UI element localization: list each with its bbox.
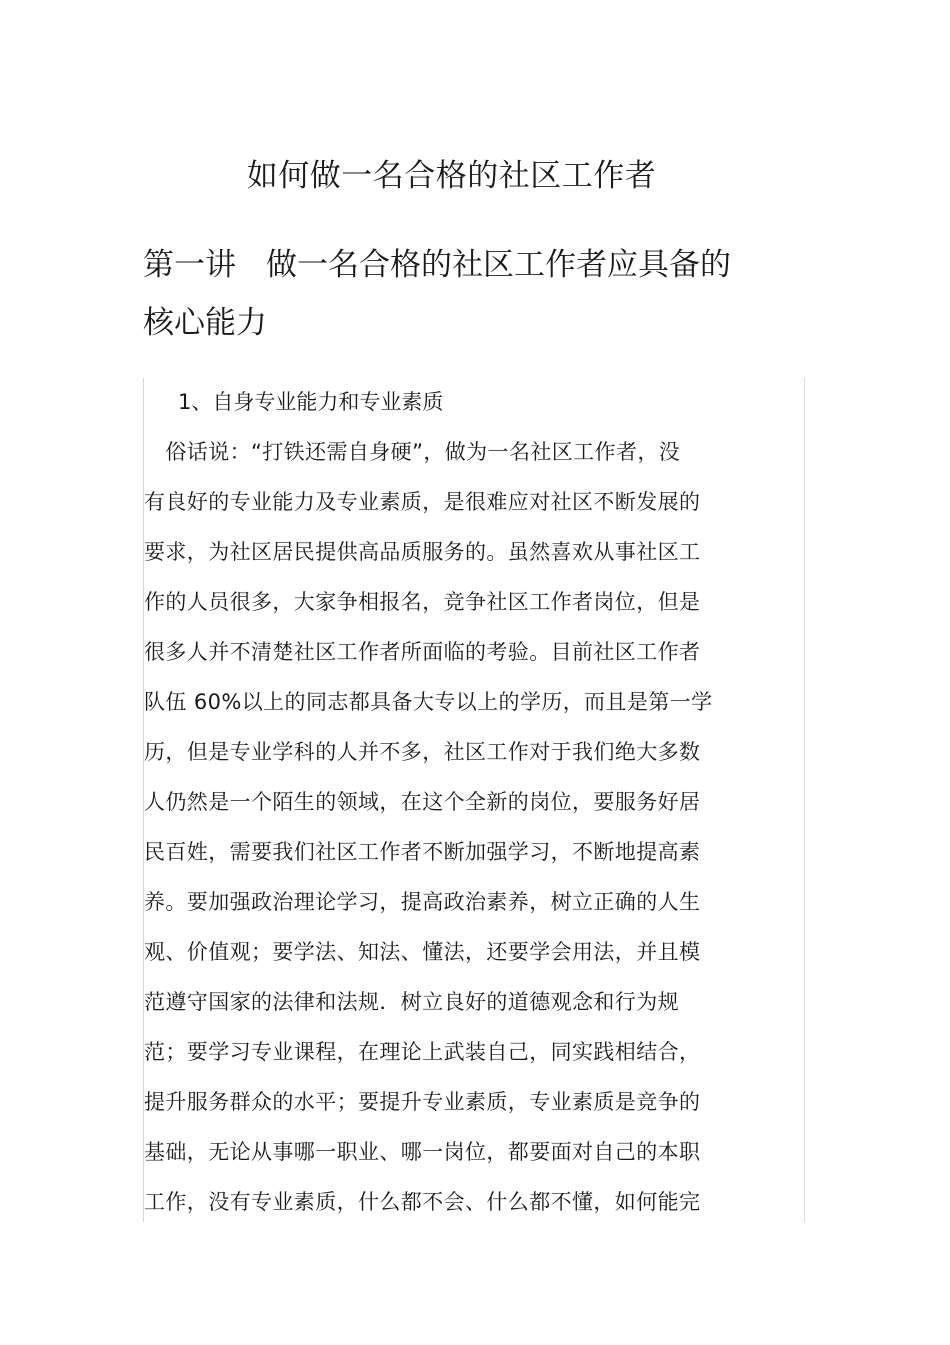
- body-text-line: 俗话说：“打铁还需自身硬”，做为一名社区工作者，没: [144, 440, 681, 464]
- lecture-heading: [143, 236, 783, 352]
- lecture-title-line2: 核心能力: [143, 305, 267, 341]
- lecture-number: 第一讲: [143, 247, 236, 283]
- body-text-line: 作的人员很多，大家争相报名，竞争社区工作者岗位，但是: [144, 590, 701, 614]
- body-text-line: 有良好的专业能力及专业素质，是很难应对社区不断发展的: [144, 490, 701, 514]
- body-text-line: 基础，无论从事哪一职业、哪一岗位，都要面对自己的本职: [144, 1140, 701, 1164]
- body-text-line: 民百姓，需要我们社区工作者不断加强学习，不断地提高素: [144, 840, 701, 864]
- body-text-line: 提升服务群众的水平；要提升专业素质，专业素质是竞争的: [144, 1090, 701, 1114]
- body-text-line: 要求，为社区居民提供高品质服务的。虽然喜欢从事社区工: [144, 540, 701, 564]
- content-frame: [143, 378, 805, 1222]
- body-text: [144, 430, 784, 1222]
- body-text-line: 养。要加强政治理论学习，提高政治素养，树立正确的人生: [144, 890, 701, 914]
- body-text-line: 队伍 60%以上的同志都具备大专以上的学历，而且是第一学: [144, 690, 713, 714]
- document-title: 如何做一名合格的社区工作者: [246, 158, 657, 194]
- body-text-line: 人仍然是一个陌生的领域，在这个全新的岗位，要服务好居: [144, 790, 701, 814]
- body-text-line: 范；要学习专业课程，在理论上武装自己，同实践相结合，: [144, 1040, 701, 1064]
- body-text-line: 历，但是专业学科的人并不多，社区工作对于我们绝大多数: [144, 740, 701, 764]
- body-text-line: 观、价值观；要学法、知法、懂法，还要学会用法，并且模: [144, 940, 701, 964]
- body-text-line: 工作，没有专业素质，什么都不会、什么都不懂，如何能完: [144, 1190, 701, 1214]
- body-text-line: 范遵守国家的法律和法规．树立良好的道德观念和行为规: [144, 990, 679, 1014]
- lecture-title-line1: 做一名合格的社区工作者应具备的: [266, 247, 731, 283]
- section-heading: 1、自身专业能力和专业素质: [178, 390, 444, 414]
- body-text-line: 很多人并不清楚社区工作者所面临的考验。目前社区工作者: [144, 640, 701, 664]
